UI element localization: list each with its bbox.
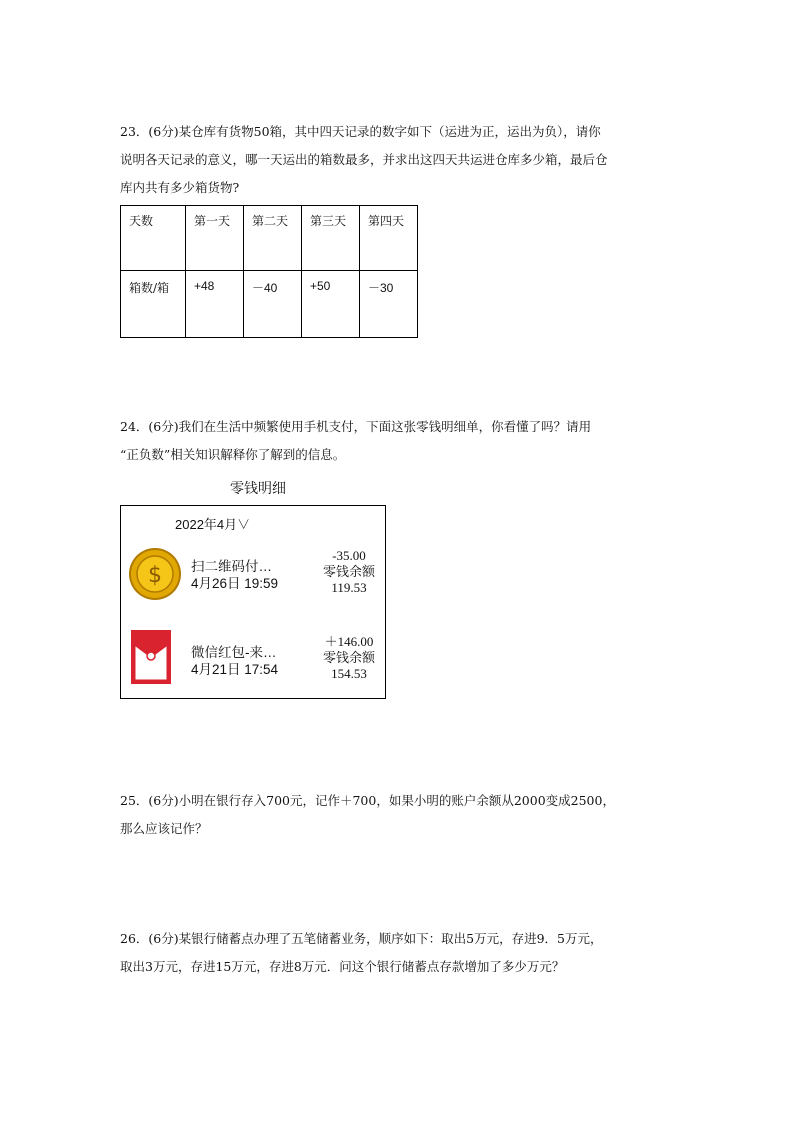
month-selector: 2022年4月∨ xyxy=(175,517,251,532)
question-25 xyxy=(120,787,680,843)
balance-value: 154.53 xyxy=(331,666,367,681)
question-text-line: 说明各天记录的意义，哪一天运出的箱数最多，并求出这四天共运进仓库多少箱，最后仓 xyxy=(120,152,608,167)
table-cell: 天数 xyxy=(121,206,186,271)
question-text-line: 26．(6分)某银行储蓄点办理了五笔储蓄业务，顺序如下：取出5万元，存进9．5万元， xyxy=(120,931,603,946)
table-cell: －30 xyxy=(360,271,418,338)
balance-value: 119.53 xyxy=(331,580,367,595)
coin-icon xyxy=(127,546,183,606)
transaction-date: 4月21日 17:54 xyxy=(191,662,279,677)
table-cell: 第四天 xyxy=(360,206,418,271)
wallet-title: 零钱明细 xyxy=(230,480,286,496)
question-text-line: 25．(6分)小明在银行存入700元，记作＋700，如果小明的账户余额从2000变成2500， xyxy=(120,793,615,808)
table-cell: 箱数/箱 xyxy=(121,271,186,338)
balance-label: 零钱余额 xyxy=(322,564,375,579)
transaction-date: 4月26日 19:59 xyxy=(191,576,279,591)
svg-text:$: $ xyxy=(148,563,162,588)
question-24 xyxy=(120,413,680,469)
table-cell: －40 xyxy=(244,271,302,338)
question-text-line: 那么应该记作？ xyxy=(120,821,208,836)
table-header-row xyxy=(121,206,418,271)
question-text-line: 取出3万元，存进15万元，存进8万元．问这个银行储蓄点存款增加了多少万元？ xyxy=(120,959,565,974)
transaction-name: 微信红包-来… xyxy=(191,645,277,660)
table-cell: +50 xyxy=(302,271,360,338)
balance-label: 零钱余额 xyxy=(322,650,375,665)
question-text-line: 23．(6分)某仓库有货物50箱，其中四天记录的数字如下（运进为正，运出为负），请你 xyxy=(120,124,601,139)
table-cell: 第二天 xyxy=(244,206,302,271)
transaction-amount: -35.00 xyxy=(332,548,366,563)
transaction-name: 扫二维码付… xyxy=(191,559,272,574)
question-text-line: 库内共有多少箱货物? xyxy=(120,180,240,195)
table-cell: 第一天 xyxy=(186,206,244,271)
question-26 xyxy=(120,925,680,981)
table-row xyxy=(121,271,418,338)
table-cell: 第三天 xyxy=(302,206,360,271)
transaction-amount: ＋146.00 xyxy=(324,634,374,649)
wallet-detail-card xyxy=(120,505,386,699)
question-text-line: “正负数”相关知识解释你了解到的信息。 xyxy=(120,447,346,462)
table-cell: +48 xyxy=(186,271,244,338)
red-envelope-icon xyxy=(131,630,171,688)
boxes-table xyxy=(120,205,418,338)
question-text-line: 24．(6分)我们在生活中频繁使用手机支付，下面这张零钱明细单，你看懂了吗？请用 xyxy=(120,419,592,434)
question-23 xyxy=(120,118,680,202)
